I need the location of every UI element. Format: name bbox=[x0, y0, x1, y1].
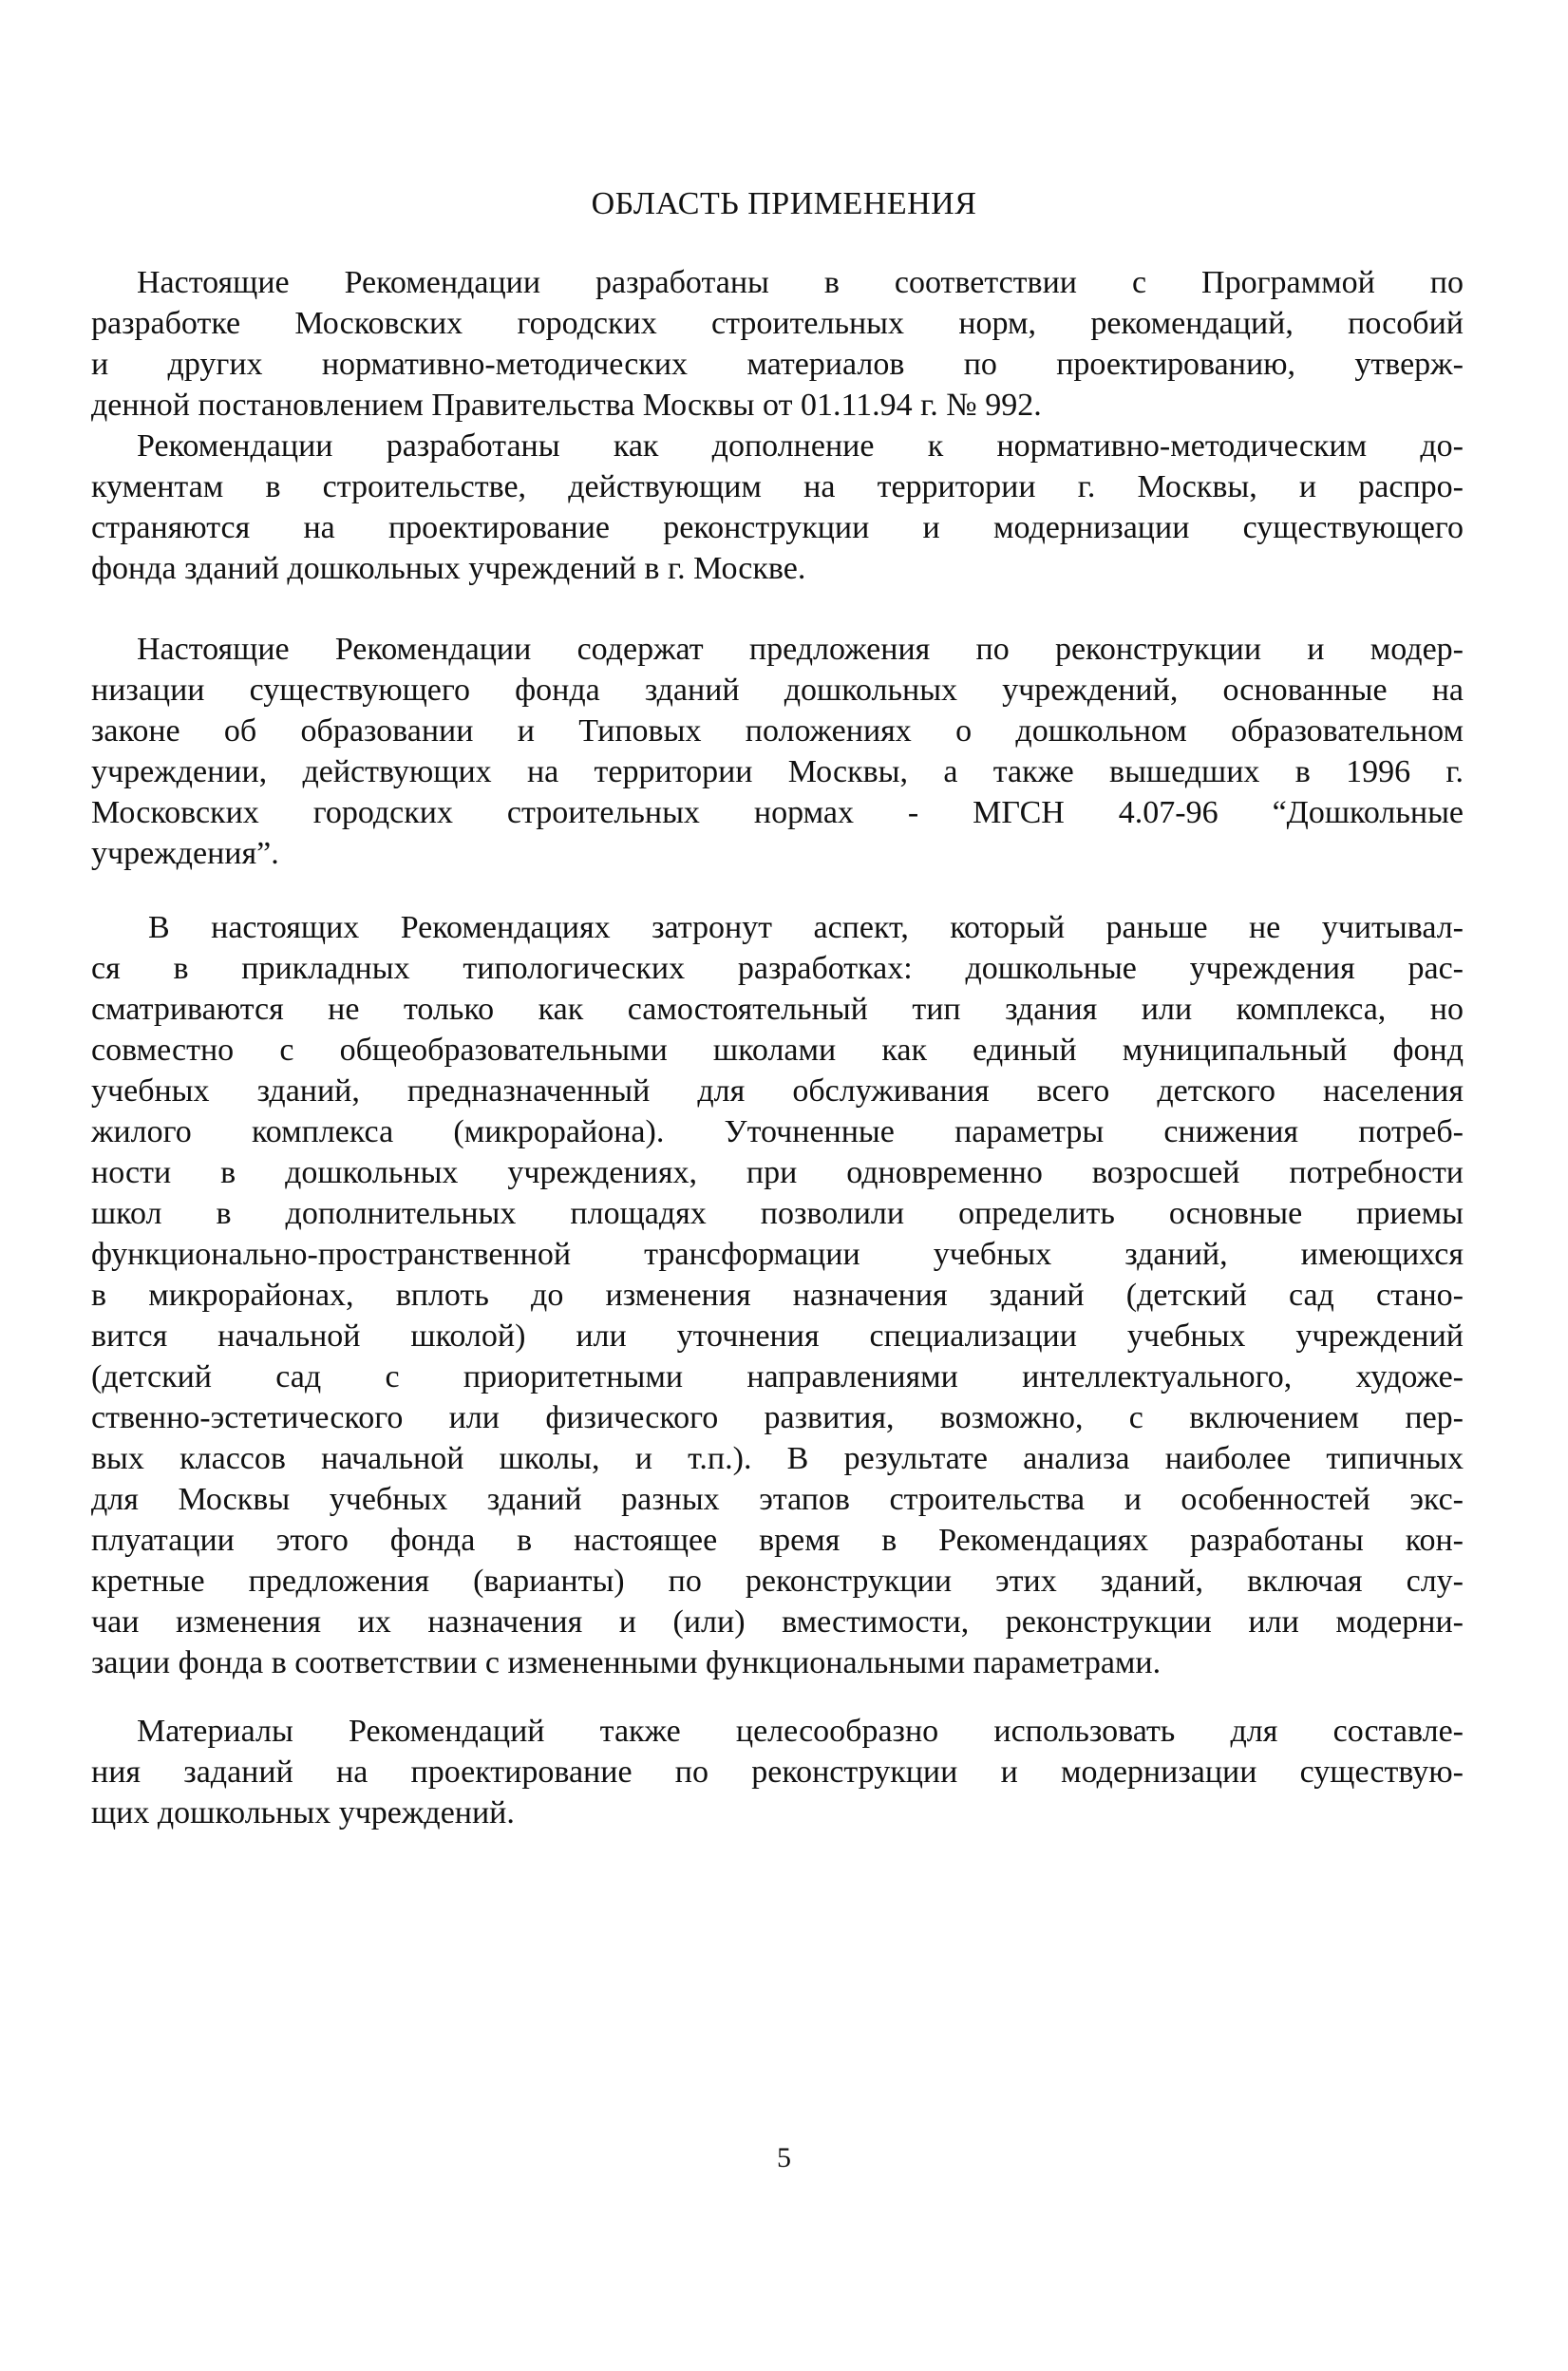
paragraph-line: ния заданий на проектирование по реконструкции и модернизации существую- bbox=[91, 1755, 1464, 1790]
paragraph-line: разработке Московских городских строительных норм, рекомендаций, пособий bbox=[91, 306, 1464, 341]
paragraph-line: Настоящие Рекомендации разработаны в соответствии с Программой по bbox=[137, 265, 1464, 300]
paragraph-line: вится начальной школой) или уточнения специализации учебных учреждений bbox=[91, 1318, 1464, 1354]
paragraph-line: совместно с общеобразовательными школами как единый муниципальный фонд bbox=[91, 1033, 1464, 1068]
paragraph-line: учреждения”. bbox=[91, 836, 279, 871]
paragraph-line: ся в прикладных типологических разработках: дошкольные учреждения рас- bbox=[91, 951, 1464, 986]
paragraph-line: Настоящие Рекомендации содержат предложения по реконструкции и модер- bbox=[137, 632, 1464, 667]
paragraph-line: Материалы Рекомендаций также целесообразно использовать для составле- bbox=[137, 1714, 1464, 1749]
paragraph-line: учреждении, действующих на территории Москвы, а также вышедших в 1996 г. bbox=[91, 754, 1464, 789]
paragraph-line: фонда зданий дошкольных учреждений в г. Москве. bbox=[91, 551, 806, 586]
paragraph-line: чаи изменения их назначения и (или) вместимости, реконструкции или модерни- bbox=[91, 1604, 1464, 1640]
paragraph-2 bbox=[91, 426, 1464, 589]
paragraph-line: вых классов начальной школы, и т.п.). В результате анализа наиболее типичных bbox=[91, 1441, 1464, 1476]
paragraph-4 bbox=[91, 907, 1464, 1683]
paragraph-line: кументам в строительстве, действующим на территории г. Москвы, и распро- bbox=[91, 469, 1464, 504]
paragraph-line: в микрорайонах, вплоть до изменения назначения зданий (детский сад стано- bbox=[91, 1278, 1464, 1313]
paragraph-line: низации существующего фонда зданий дошкольных учреждений, основанные на bbox=[91, 673, 1464, 708]
section-title: ОБЛАСТЬ ПРИМЕНЕНИЯ bbox=[591, 186, 977, 221]
paragraph-line: Московских городских строительных нормах - МГСН 4.07-96 “Дошкольные bbox=[91, 795, 1464, 830]
paragraph-line: школ в дополнительных площадях позволили определить основные приемы bbox=[91, 1196, 1464, 1231]
paragraph-line: кретные предложения (варианты) по реконструкции этих зданий, включая слу- bbox=[91, 1564, 1464, 1599]
paragraph-line: зации фонда в соответствии с измененными функциональными параметрами. bbox=[91, 1645, 1162, 1680]
paragraph-line: В настоящих Рекомендациях затронут аспект, который раньше не учитывал- bbox=[148, 910, 1464, 945]
paragraph-line: страняются на проектирование реконструкции и модернизации существующего bbox=[91, 510, 1464, 545]
paragraph-line: для Москвы учебных зданий разных этапов строительства и особенностей экс- bbox=[91, 1482, 1464, 1517]
paragraph-line: законе об образовании и Типовых положениях о дошкольном образовательном bbox=[91, 713, 1464, 749]
paragraph-line: щих дошкольных учреждений. bbox=[91, 1795, 515, 1830]
paragraph-line: денной постановлением Правительства Москвы от 01.11.94 г. № 992. bbox=[91, 388, 1042, 423]
paragraph-line: учебных зданий, предназначенный для обслуживания всего детского населения bbox=[91, 1073, 1464, 1109]
paragraph-line: Рекомендации разработаны как дополнение к нормативно-методическим до- bbox=[137, 428, 1464, 464]
paragraph-line: (детский сад с приоритетными направлениями интеллектуального, художе- bbox=[91, 1359, 1464, 1394]
paragraph-1 bbox=[91, 262, 1464, 426]
paragraph-line: ственно-эстетического или физического развития, возможно, с включением пер- bbox=[91, 1400, 1464, 1435]
paragraph-line: жилого комплекса (микрорайона). Уточненные параметры снижения потреб- bbox=[91, 1114, 1464, 1149]
paragraph-line: плуатации этого фонда в настоящее время в Рекомендациях разработаны кон- bbox=[91, 1523, 1464, 1558]
paragraph-line: и других нормативно-методических материалов по проектированию, утверж- bbox=[91, 347, 1464, 382]
paragraph-line: сматриваются не только как самостоятельный тип здания или комплекса, но bbox=[91, 992, 1464, 1027]
paragraph-line: функционально-пространственной трансформации учебных зданий, имеющихся bbox=[91, 1237, 1464, 1272]
paragraph-5 bbox=[91, 1711, 1464, 1833]
paragraph-3 bbox=[91, 629, 1464, 874]
paragraph-line: ности в дошкольных учреждениях, при одновременно возросшей потребности bbox=[91, 1155, 1464, 1190]
page-number: 5 bbox=[777, 2142, 791, 2173]
